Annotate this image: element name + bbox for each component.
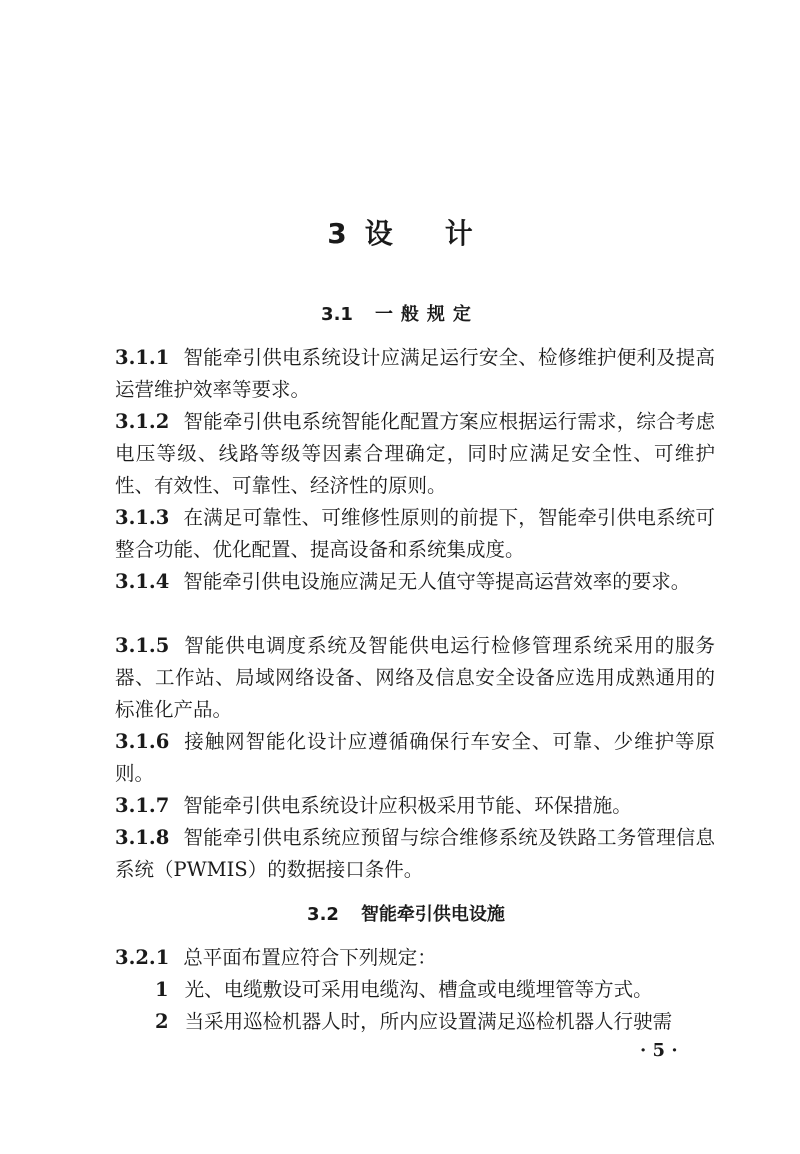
item-text: 当采用巡检机器人时，所内应设置满足巡检机器人行驶需 (184, 1010, 673, 1033)
clause-3-1-8 (115, 822, 715, 886)
clause-number: 3.1.3 (115, 506, 170, 529)
section-title-text: 一般规定 (374, 304, 479, 325)
clause-text: 总平面布置应符合下列规定： (183, 946, 437, 969)
item-number: 2 (155, 1010, 169, 1033)
clause-text: 智能牵引供电系统设计应积极采用节能、环保措施。 (183, 794, 632, 817)
section-number: 3.2 (307, 904, 339, 925)
item-number: 1 (155, 978, 169, 1001)
clause-number: 3.1.7 (115, 794, 170, 817)
chapter-number: 3 (327, 217, 347, 250)
clause-number: 3.1.8 (115, 826, 170, 849)
clause-text: 智能牵引供电系统设计应满足运行安全、检修维护便利及提高运营维护效率等要求。 (115, 346, 715, 401)
clause-3-1-7 (115, 790, 715, 822)
clause-text: 智能牵引供电设施应满足无人值守等提高运营效率的要求。 (183, 570, 691, 593)
list-item-2 (155, 1006, 715, 1038)
section-title-text: 智能牵引供电设施 (360, 904, 505, 925)
clause-3-1-4 (115, 566, 715, 598)
clause-number: 3.1.5 (115, 634, 170, 657)
clause-number: 3.1.1 (115, 346, 170, 369)
clause-3-1-2 (115, 406, 715, 502)
item-text: 光、电缆敷设可采用电缆沟、槽盒或电缆埋管等方式。 (184, 978, 653, 1001)
clause-text: 在满足可靠性、可维修性原则的前提下，智能牵引供电系统可整合功能、优化配置、提高设备和系统集成度。 (115, 506, 715, 561)
clause-number: 3.2.1 (115, 946, 170, 969)
clause-3-2-1 (115, 942, 715, 974)
chapter-title (0, 212, 800, 252)
clause-number: 3.1.4 (115, 570, 170, 593)
clause-3-1-6 (115, 726, 715, 790)
section-number: 3.1 (321, 304, 353, 325)
clause-text: 智能供电调度系统及智能供电运行检修管理系统采用的服务器、工作站、局域网络设备、网络及信息安全设备应选用成熟通用的标准化产品。 (115, 634, 715, 721)
clause-3-1-1 (115, 342, 715, 406)
clause-number: 3.1.2 (115, 410, 170, 433)
page-number: · 5 · (640, 1040, 678, 1061)
clause-text: 智能牵引供电系统应预留与综合维修系统及铁路工务管理信息系统（PWMIS）的数据接口条件。 (115, 826, 715, 881)
clause-text: 接触网智能化设计应遵循确保行车安全、可靠、少维护等原则。 (115, 730, 715, 785)
clause-3-1-5 (115, 630, 715, 726)
chapter-title-text: 设计 (364, 217, 525, 250)
section-heading-3-1 (0, 300, 800, 326)
list-item-1 (155, 974, 715, 1006)
section-heading-3-2 (6, 900, 800, 926)
clause-number: 3.1.6 (115, 730, 170, 753)
clause-text: 智能牵引供电系统智能化配置方案应根据运行需求，综合考虑电压等级、线路等级等因素合理确定，同时应满足安全性、可维护性、有效性、可靠性、经济性的原则。 (115, 410, 715, 497)
clause-3-1-3 (115, 502, 715, 566)
